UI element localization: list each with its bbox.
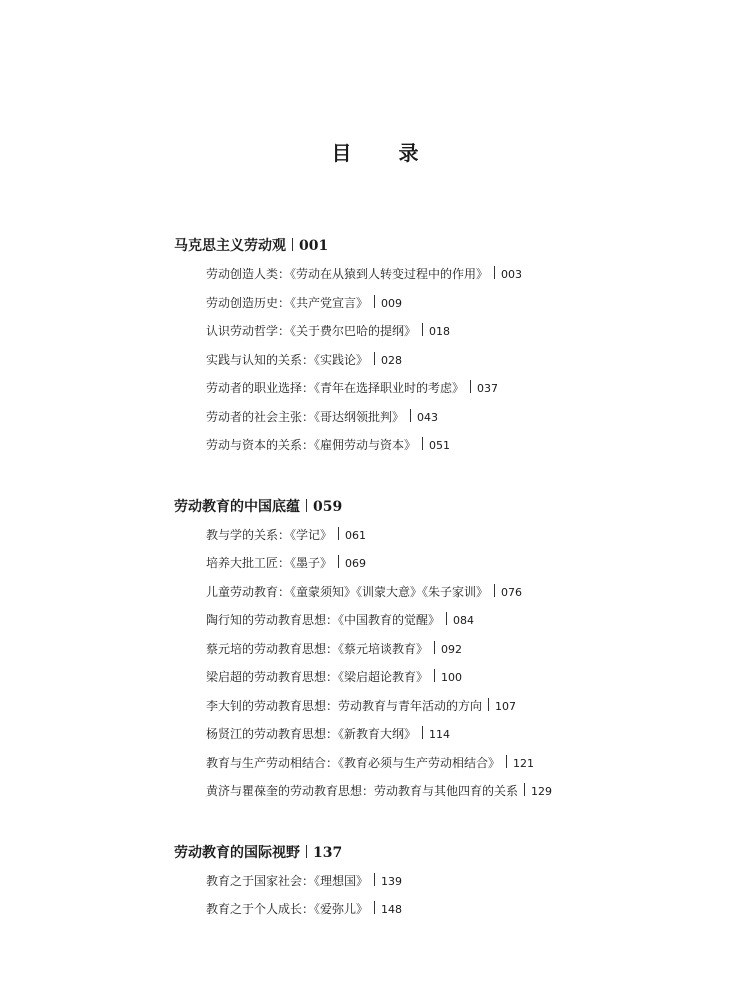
separator-bar xyxy=(306,845,307,858)
toc-entry[interactable] xyxy=(174,346,694,375)
section-page-number: 137 xyxy=(313,844,343,861)
toc-section-chinese-heritage xyxy=(174,493,694,806)
entry-page-number: 061 xyxy=(345,528,367,542)
section-page-number: 059 xyxy=(313,498,343,515)
entry-title: 儿童劳动教育：《童蒙须知》《训蒙大意》《朱子家训》 xyxy=(206,584,489,599)
separator-bar xyxy=(374,295,375,308)
toc-entry[interactable] xyxy=(174,549,694,578)
section-page-number: 001 xyxy=(299,238,329,254)
section-title: 劳动教育的中国底蕴 xyxy=(174,498,300,515)
toc-entry[interactable] xyxy=(174,403,694,432)
separator-bar xyxy=(374,873,375,886)
separator-bar xyxy=(470,380,471,393)
toc-entry[interactable] xyxy=(174,635,694,664)
section-title: 劳动教育的国际视野 xyxy=(174,844,300,861)
toc-entry[interactable] xyxy=(174,289,694,318)
separator-bar xyxy=(422,726,423,739)
entry-page-number: 092 xyxy=(441,642,463,656)
toc-entry[interactable] xyxy=(174,720,694,749)
separator-bar xyxy=(488,698,489,711)
entry-title: 黄济与瞿葆奎的劳动教育思想：劳动教育与其他四育的关系 xyxy=(206,784,519,798)
entry-page-number: 129 xyxy=(531,785,553,798)
entry-page-number: 069 xyxy=(345,557,367,570)
separator-bar xyxy=(422,323,423,336)
section-title: 马克思主义劳动观 xyxy=(174,238,286,254)
separator-bar xyxy=(434,669,435,682)
separator-bar xyxy=(338,555,339,568)
entry-page-number: 076 xyxy=(501,585,523,599)
toc-entry[interactable] xyxy=(174,521,694,550)
entry-title: 劳动者的职业选择：《青年在选择职业时的考虑》 xyxy=(206,381,465,395)
entry-page-number: 018 xyxy=(429,325,451,338)
section-heading[interactable] xyxy=(174,232,694,260)
separator-bar xyxy=(434,641,435,654)
entry-title: 认识劳动哲学：《关于费尔巴哈的提纲》 xyxy=(206,324,417,338)
entry-page-number: 028 xyxy=(381,353,403,367)
entry-title: 劳动创造历史：《共产党宣言》 xyxy=(206,295,369,310)
entry-page-number: 051 xyxy=(429,439,451,452)
entry-page-number: 148 xyxy=(381,903,403,916)
separator-bar xyxy=(494,266,495,279)
separator-bar xyxy=(494,584,495,597)
table-of-contents xyxy=(174,232,694,957)
toc-entry[interactable] xyxy=(174,692,694,721)
entry-title: 李大钊的劳动教育思想：劳动教育与青年活动的方向 xyxy=(206,698,483,713)
separator-bar xyxy=(506,755,507,768)
entry-title: 杨贤江的劳动教育思想：《新教育大纲》 xyxy=(206,727,417,741)
entry-title: 实践与认知的关系：《实践论》 xyxy=(206,352,369,367)
entry-title: 教育之于个人成长：《爱弥儿》 xyxy=(206,902,369,916)
entry-page-number: 003 xyxy=(501,268,523,281)
toc-entry[interactable] xyxy=(174,431,694,460)
toc-entry[interactable] xyxy=(174,867,694,896)
toc-entry[interactable] xyxy=(174,317,694,346)
separator-bar xyxy=(374,901,375,914)
separator-bar xyxy=(306,499,307,512)
toc-entry[interactable] xyxy=(174,663,694,692)
entry-page-number: 009 xyxy=(381,296,403,310)
toc-entry[interactable] xyxy=(174,260,694,289)
toc-section-marxist-labor-view xyxy=(174,232,694,460)
entry-page-number: 107 xyxy=(495,699,517,713)
entry-page-number: 084 xyxy=(453,614,475,627)
separator-bar xyxy=(446,612,447,625)
separator-bar xyxy=(374,352,375,365)
entry-title: 教与学的关系：《学记》 xyxy=(206,527,333,542)
toc-entry[interactable] xyxy=(174,578,694,607)
separator-bar xyxy=(410,409,411,422)
toc-section-international-vision xyxy=(174,839,694,924)
entry-page-number: 043 xyxy=(417,410,439,424)
entry-title: 梁启超的劳动教育思想：《梁启超论教育》 xyxy=(206,670,429,684)
separator-bar xyxy=(422,437,423,450)
entry-page-number: 037 xyxy=(477,382,499,395)
separator-bar xyxy=(524,783,525,796)
toc-entry[interactable] xyxy=(174,606,694,635)
entry-title: 培养大批工匠：《墨子》 xyxy=(206,556,333,570)
entry-title: 劳动者的社会主张：《哥达纲领批判》 xyxy=(206,409,405,424)
entry-page-number: 121 xyxy=(513,756,535,770)
toc-entry[interactable] xyxy=(174,374,694,403)
entry-title: 陶行知的劳动教育思想：《中国教育的觉醒》 xyxy=(206,613,441,627)
section-heading[interactable] xyxy=(174,493,694,521)
entry-page-number: 100 xyxy=(441,671,463,684)
page-title: 目 录 xyxy=(331,141,439,165)
entry-title: 劳动与资本的关系：《雇佣劳动与资本》 xyxy=(206,438,417,452)
entry-page-number: 139 xyxy=(381,874,403,888)
section-heading[interactable] xyxy=(174,839,694,867)
entry-page-number: 114 xyxy=(429,728,451,741)
separator-bar xyxy=(292,238,293,251)
toc-entry[interactable] xyxy=(174,749,694,778)
entry-title: 劳动创造人类：《劳动在从猿到人转变过程中的作用》 xyxy=(206,267,489,281)
entry-title: 蔡元培的劳动教育思想：《蔡元培谈教育》 xyxy=(206,641,429,656)
toc-entry[interactable] xyxy=(174,777,694,806)
entry-title: 教育之于国家社会：《理想国》 xyxy=(206,873,369,888)
toc-entry[interactable] xyxy=(174,895,694,924)
entry-title: 教育与生产劳动相结合：《教育必须与生产劳动相结合》 xyxy=(206,755,501,770)
separator-bar xyxy=(338,527,339,540)
